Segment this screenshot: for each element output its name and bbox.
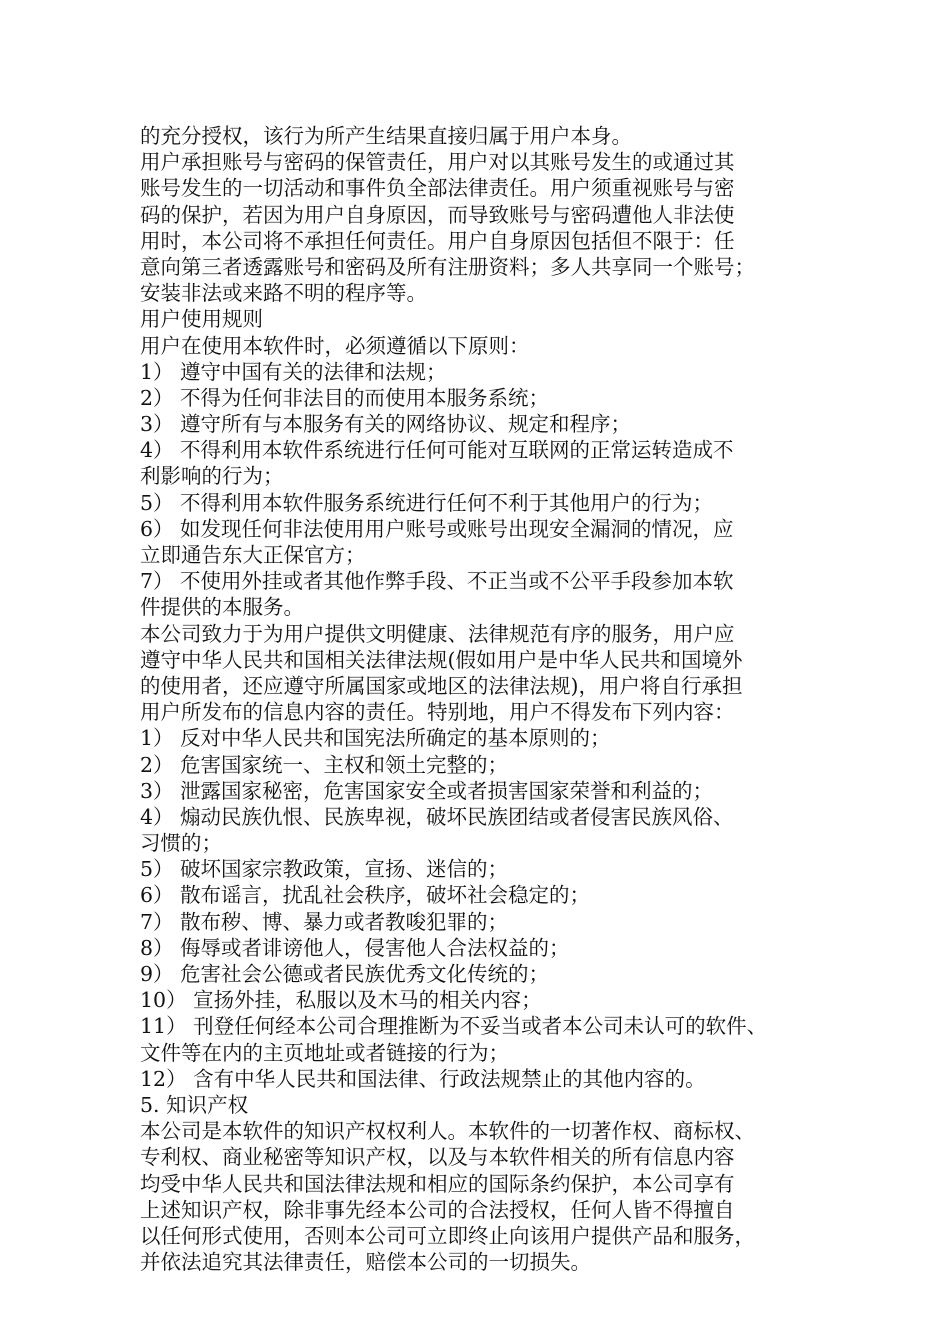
document-text-line: 意向第三者透露账号和密码及所有注册资料；多人共享同一个账号；: [140, 254, 755, 279]
document-text-line: 4） 不得利用本软件系统进行任何可能对互联网的正常运转造成不: [140, 438, 734, 463]
document-text-line: 习惯的；: [140, 831, 222, 856]
document-text-line: 10） 宣扬外挂，私服以及木马的相关内容；: [140, 988, 542, 1013]
document-text-line: 利影响的行为；: [140, 464, 284, 489]
document-text-line: 9） 危害社会公德或者民族优秀文化传统的；: [140, 962, 550, 986]
document-text-line: 用户承担账号与密码的保管责任，用户对以其账号发生的或通过其: [140, 150, 735, 175]
document-text-line: 立即通告东大正保官方；: [140, 543, 366, 567]
document-text-line: 的充分授权，该行为所产生结果直接归属于用户本身。: [140, 124, 632, 148]
document-text-line: 2） 不得为任何非法目的而使用本服务系统；: [140, 385, 550, 410]
document-text-line: 用户使用规则: [140, 307, 263, 332]
document-text-line: 码的保护，若因为用户自身原因，而导致账号与密码遭他人非法使: [140, 202, 735, 227]
document-text-line: 7） 散布秽、博、暴力或者教唆犯罪的；: [140, 909, 509, 934]
document-text-line: 文件等在内的主页地址或者链接的行为；: [140, 1040, 509, 1065]
document-text-line: 7） 不使用外挂或者其他作弊手段、不正当或不公平手段参加本软: [140, 569, 734, 594]
document-text-line: 遵守中华人民共和国相关法律法规(假如用户是中华人民共和国境外: [140, 647, 743, 672]
document-text-line: 本公司是本软件的知识产权权利人。本软件的一切著作权、商标权、: [140, 1119, 755, 1144]
document-text-line: 5） 破坏国家宗教政策，宣扬、迷信的；: [140, 857, 509, 882]
document-text-line: 3） 遵守所有与本服务有关的网络协议、规定和程序；: [140, 412, 632, 437]
document-text-line: 的使用者，还应遵守所属国家或地区的法律法规)，用户将自行承担: [140, 673, 743, 698]
document-text-line: 账号发生的一切活动和事件负全部法律责任。用户须重视账号与密: [140, 176, 735, 201]
document-text-line: 8） 侮辱或者诽谤他人，侵害他人合法权益的；: [140, 935, 570, 960]
document-text-line: 安装非法或来路不明的程序等。: [140, 281, 427, 306]
document-page: [140, 123, 830, 1275]
document-text-line: 1） 反对中华人民共和国宪法所确定的基本原则的；: [140, 726, 611, 751]
document-text-line: 3） 泄露国家秘密，危害国家安全或者损害国家荣誉和利益的；: [140, 778, 714, 803]
document-text-line: 1） 遵守中国有关的法律和法规；: [140, 359, 447, 384]
document-text-line: 均受中华人民共和国法律法规和相应的国际条约保护，本公司享有: [140, 1171, 735, 1196]
document-text-line: 2） 危害国家统一、主权和领土完整的；: [140, 752, 509, 777]
document-text-line: 用户在使用本软件时，必须遵循以下原则：: [140, 333, 530, 358]
document-text-line: 12） 含有中华人民共和国法律、行政法规禁止的其他内容的。: [140, 1066, 706, 1091]
document-text-line: 以任何形式使用，否则本公司可立即终止向该用户提供产品和服务，: [140, 1223, 755, 1248]
document-text-line: 用时，本公司将不承担任何责任。用户自身原因包括但不限于：任: [140, 228, 735, 253]
document-text-line: 6） 如发现任何非法使用用户账号或账号出现安全漏洞的情况，应: [140, 516, 734, 541]
document-text-line: 11） 刊登任何经本公司合理推断为不妥当或者本公司未认可的软件、: [140, 1014, 768, 1039]
document-text-line: 本公司致力于为用户提供文明健康、法律规范有序的服务，用户应: [140, 621, 735, 646]
document-text-line: 并依法追究其法律责任，赔偿本公司的一切损失。: [140, 1250, 591, 1275]
document-text-line: 专利权、商业秘密等知识产权，以及与本软件相关的所有信息内容: [140, 1145, 735, 1170]
document-text-line: 上述知识产权，除非事先经本公司的合法授权，任何人皆不得擅自: [140, 1197, 735, 1222]
document-text-line: 件提供的本服务。: [140, 595, 304, 620]
document-text-line: 用户所发布的信息内容的责任。特别地，用户不得发布下列内容：: [140, 700, 735, 725]
document-text-line: 5. 知识产权: [140, 1092, 249, 1117]
document-text-line: 4） 煽动民族仇恨、民族卑视，破坏民族团结或者侵害民族风俗、: [140, 804, 734, 829]
document-text-line: 6） 散布谣言，扰乱社会秩序，破坏社会稳定的；: [140, 883, 591, 908]
document-text-line: 5） 不得利用本软件服务系统进行任何不利于其他用户的行为；: [140, 490, 714, 515]
